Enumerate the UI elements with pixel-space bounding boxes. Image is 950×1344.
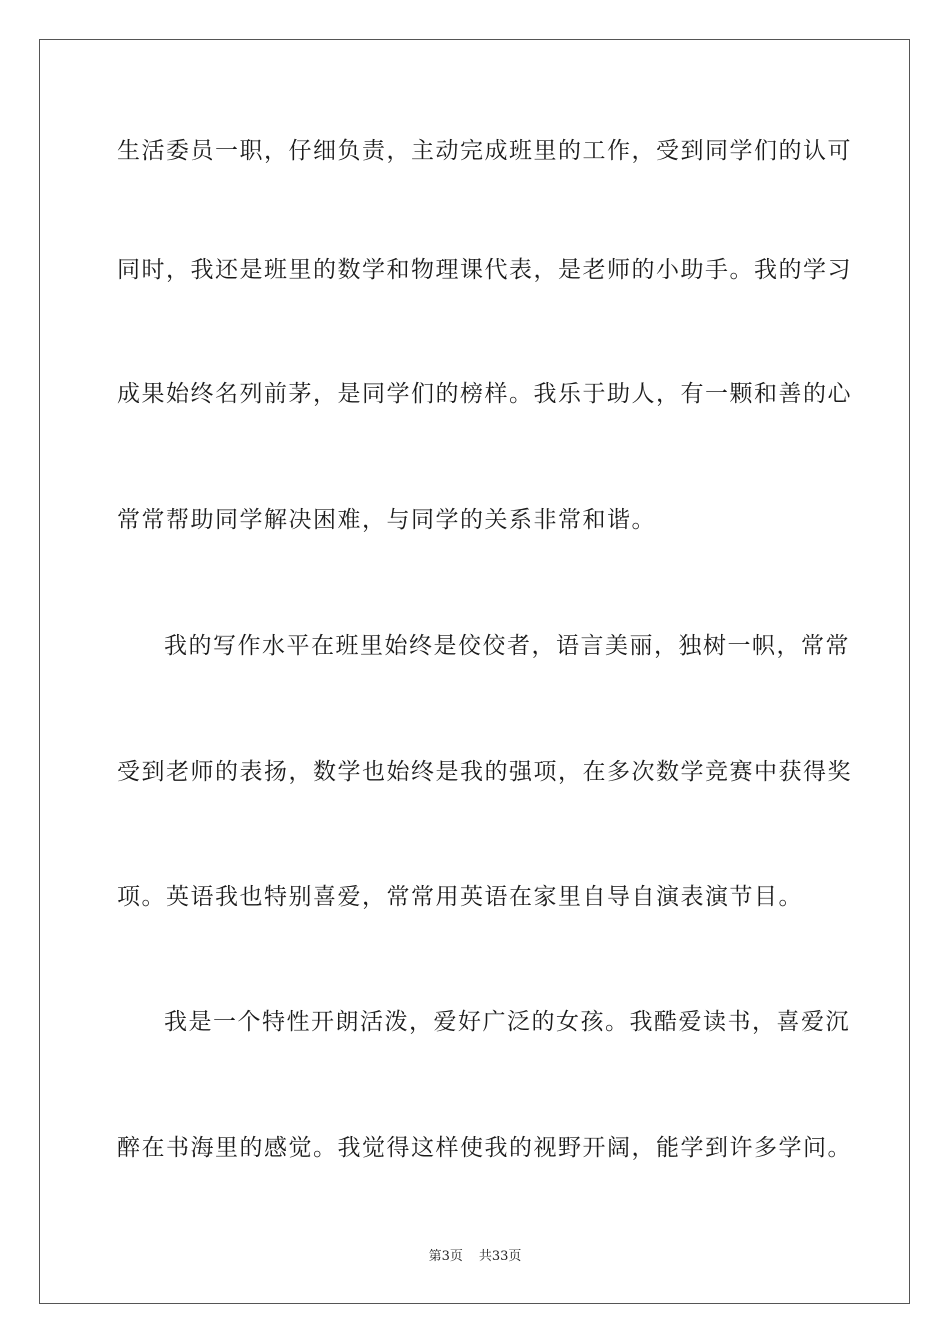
text-line-1: 生活委员一职，仔细负责，主动完成班里的工作，受到同学们的认可	[117, 138, 852, 164]
text-line-9: 醉在书海里的感觉。我觉得这样使我的视野开阔，能学到许多学问。	[117, 1135, 852, 1161]
text-line-2: 同时，我还是班里的数学和物理课代表，是老师的小助手。我的学习	[117, 257, 852, 283]
page-total: 共33页	[478, 1249, 522, 1264]
text-line-4: 常常帮助同学解决困难，与同学的关系非常和谐。	[117, 507, 656, 533]
text-line-3: 成果始终名列前茅，是同学们的榜样。我乐于助人，有一颗和善的心	[117, 381, 852, 407]
page-number: 第3页	[428, 1249, 463, 1264]
text-line-7: 项。英语我也特别喜爱，常常用英语在家里自导自演表演节目。	[117, 884, 803, 910]
page-footer	[0, 1248, 950, 1266]
text-line-6: 受到老师的表扬，数学也始终是我的强项，在多次数学竞赛中获得奖	[117, 759, 852, 785]
page-frame	[39, 39, 910, 1304]
text-line-5: 我的写作水平在班里始终是佼佼者，语言美丽，独树一帜，常常	[164, 633, 850, 659]
text-line-8: 我是一个特性开朗活泼，爱好广泛的女孩。我酷爱读书，喜爱沉	[164, 1009, 850, 1035]
